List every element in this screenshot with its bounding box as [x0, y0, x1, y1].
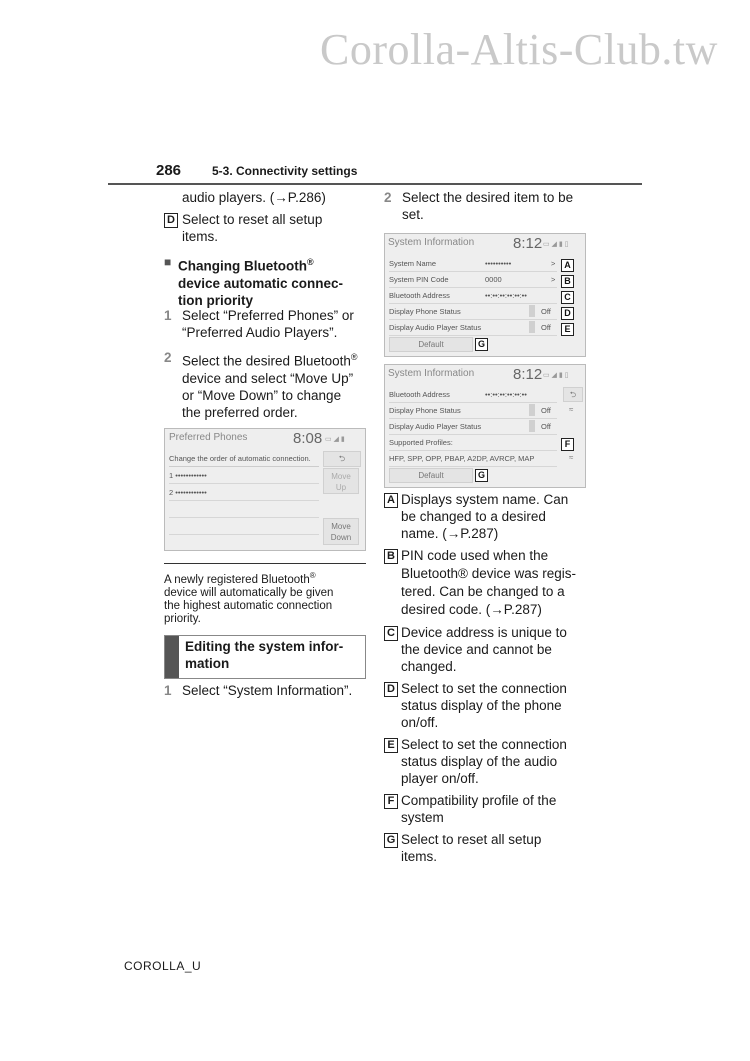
row2-profiles-list: HFP, SPP, OPP, PBAP, A2DP, AVRCP, MAP — [389, 451, 557, 467]
move-up-button[interactable]: Move Up — [323, 468, 359, 494]
screen-clock: 8:08 — [293, 430, 323, 447]
row2-supported-profiles: Supported Profiles: — [389, 435, 557, 451]
item-d-line2: items. — [182, 229, 219, 244]
step-2-number: 2 — [164, 350, 172, 365]
heading-line2: device automatic connec- — [178, 275, 344, 291]
screen-system-info-1: System Information 8:12 ▭ ◢ ▮ ▯ System Name •••••••••• > A System PIN Code 0000 > B Bluetooth Address ••:••:••:••:••:•• C Display Phone Status Off D Display Audio Player Status Off E Default G — [384, 233, 586, 357]
item-d-line1: Select to reset all setup — [182, 212, 323, 227]
status-icons: ▭ ◢ ▮ — [325, 436, 345, 443]
section-title: 5-3. Connectivity settings — [212, 164, 358, 178]
header-rule — [108, 183, 642, 185]
step-2-line1: Select the desired Bluetooth — [182, 353, 351, 369]
step-1-line1: Select “Preferred Phones” or — [182, 308, 354, 323]
screen-preferred-phones — [164, 428, 366, 551]
step-2-line4: the preferred order. — [182, 404, 298, 420]
screen-system-info-2: System Information 8:12 ▭ ◢ ▮ ▯ ⮌ ≈ ≈ Bluetooth Address ••:••:••:••:••:•• Display Phone Status Off Display Audio Player Status Off Supported Profiles: F HFP, SPP, OPP, PBAP, A2DP, AVRCP, MAP Default G — [384, 364, 586, 488]
heading-line1: Changing Bluetooth — [178, 258, 307, 274]
note-text: A newly registered Bluetooth® device will automatically be given the highest automatic connection priority. — [164, 571, 334, 625]
heading-bullet: ■ — [164, 255, 172, 269]
heading-line3: tion priority — [178, 292, 253, 308]
continued-line: audio players. (→P.286) — [182, 190, 326, 205]
step-2-line2: device and select “Move Up” — [182, 370, 354, 386]
phone-row-2[interactable]: 2 •••••••••••• — [169, 485, 319, 501]
footer-model: COROLLA_U — [124, 959, 202, 973]
move-down-button[interactable]: Move Down — [323, 518, 359, 545]
back-button-2[interactable]: ⮌ — [563, 387, 583, 402]
page-number: 286 — [156, 162, 182, 179]
watermark: Corolla-Altis-Club.tw — [320, 25, 718, 74]
step-2-reg: ® — [350, 352, 358, 362]
step-2-line3: or “Move Down” to change — [182, 387, 342, 403]
editing-line1: Editing the system infor- — [185, 639, 344, 654]
phone-row-3 — [169, 502, 319, 518]
editing-line2: mation — [185, 656, 230, 671]
screen-instruction: Change the order of automatic connection. — [169, 451, 319, 467]
note-rule — [164, 563, 366, 564]
row-system-pin[interactable]: System PIN Code 0000 > — [389, 272, 557, 288]
row2-display-audio-status[interactable]: Display Audio Player Status Off — [389, 419, 557, 435]
default-button-1[interactable]: Default — [389, 337, 473, 352]
heading-reg: ® — [306, 257, 314, 267]
phone-row-1[interactable]: 1 •••••••••••• — [169, 468, 319, 484]
row-system-name[interactable]: System Name •••••••••• > — [389, 256, 557, 272]
badge-d: D — [164, 213, 178, 228]
row-bluetooth-address: Bluetooth Address ••:••:••:••:••:•• — [389, 288, 557, 304]
row-display-audio-status[interactable]: Display Audio Player Status Off — [389, 320, 557, 336]
step-1-number: 1 — [164, 308, 172, 323]
back-button[interactable]: ⮌ — [323, 451, 361, 467]
screen-title: Preferred Phones — [169, 432, 248, 443]
row-display-phone-status[interactable]: Display Phone Status Off — [389, 304, 557, 320]
row2-bluetooth-address: Bluetooth Address ••:••:••:••:••:•• — [389, 387, 557, 403]
row2-display-phone-status[interactable]: Display Phone Status Off — [389, 403, 557, 419]
section-heading-editing — [164, 635, 366, 679]
default-button-2[interactable]: Default — [389, 468, 473, 483]
step-1-line2: “Preferred Audio Players”. — [182, 325, 338, 340]
section-heading-bar — [165, 636, 179, 678]
phone-row-4 — [169, 519, 319, 535]
